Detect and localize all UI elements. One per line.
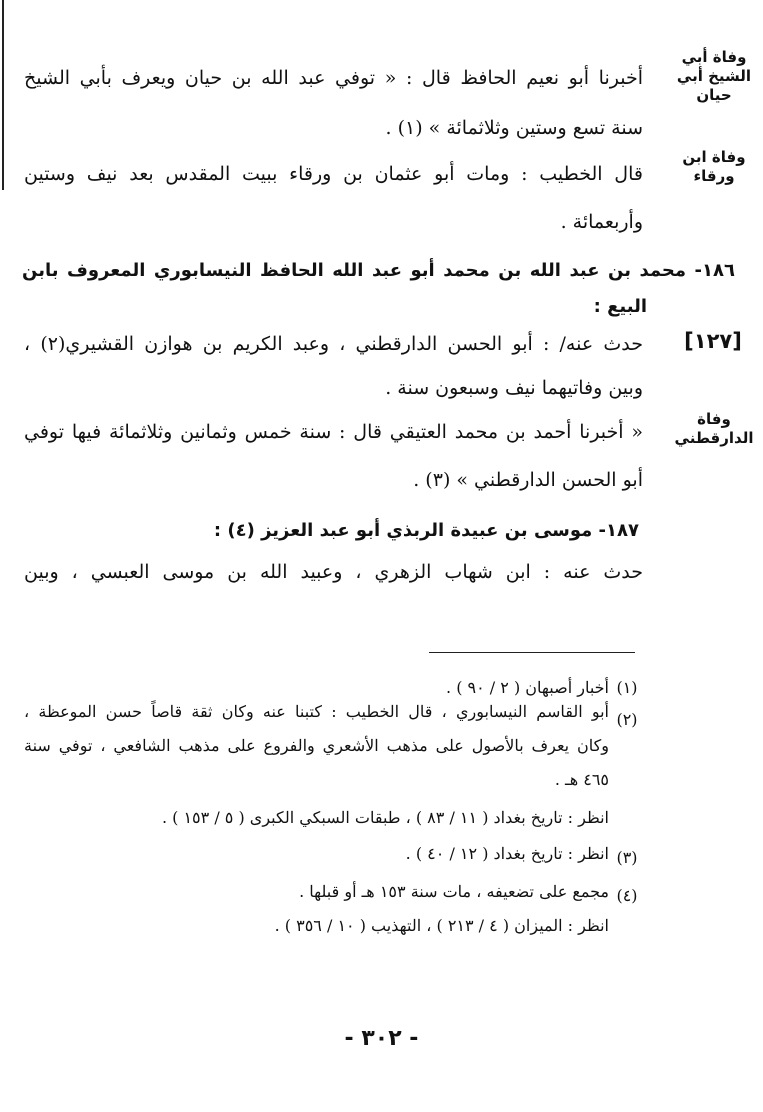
margin-note-wafat-ibn-warqa: وفاة ابن ورقاء xyxy=(682,148,746,185)
footnote-1-number: (١) xyxy=(616,678,638,697)
footnote-4-line-2: انظر : الميزان ( ٤ / ٢١٣ ) ، التهذيب ( ١٠ / ٣٥٦ ) . xyxy=(274,916,609,935)
entry-186-line-2: وبين وفاتيهما نيف وسبعون سنة . xyxy=(385,377,643,399)
margin-note-ref-127: [١٢٧] xyxy=(684,329,742,353)
footnote-2-line-1: أبو القاسم النيسابوري ، قال الخطيب : كتبنا عنه وكان ثقة قاصاً حسن الموعظة ، xyxy=(24,702,609,721)
page-number: - ٣٠٢ - xyxy=(344,1026,419,1051)
footnote-2-line-3: ٤٦٥ هـ . xyxy=(554,770,609,789)
margin-note-wafat-daraqutni: وفاة الدارقطني xyxy=(674,410,754,447)
entry-186-heading-continued: البيع : xyxy=(593,296,647,317)
paragraph-2-line-2: وأربعمائة . xyxy=(560,211,643,233)
entry-186-line-4: أبو الحسن الدارقطني » (٣) . xyxy=(413,469,643,491)
entry-186-heading: ١٨٦- محمد بن عبد الله بن محمد أبو عبد الله الحافظ النيسابوري المعروف بابن xyxy=(22,260,735,281)
footnote-separator xyxy=(429,652,635,653)
footnote-1-text: أخبار أصبهان ( ٢ / ٩٠ ) . xyxy=(446,678,609,697)
paragraph-2-line-1: قال الخطيب : ومات أبو عثمان بن ورقاء ببيت المقدس بعد نيف وستين xyxy=(24,163,643,185)
page-edge-rule xyxy=(2,0,4,190)
footnote-4-line-1: مجمع على تضعيفه ، مات سنة ١٥٣ هـ أو قبلها . xyxy=(299,882,609,901)
entry-186-line-1: حدث عنه/ : أبو الحسن الدارقطني ، وعبد الكريم بن هوازن القشيري(٢) ، xyxy=(24,333,643,355)
entry-187-heading: ١٨٧- موسى بن عبيدة الربذي أبو عبد العزيز (٤) : xyxy=(213,520,639,541)
footnote-2-line-4: انظر : تاريخ بغداد ( ١١ / ٨٣ ) ، طبقات السبكي الكبرى ( ٥ / ١٥٣ ) . xyxy=(161,808,609,827)
entry-187-line-1: حدث عنه : ابن شهاب الزهري ، وعبيد الله بن موسى العبسي ، وبين xyxy=(24,561,643,583)
footnote-3-text: انظر : تاريخ بغداد ( ١٢ / ٤٠ ) . xyxy=(405,844,609,863)
paragraph-1-line-1: أخبرنا أبو نعيم الحافظ قال : « توفي عبد الله بن حيان ويعرف بأبي الشيخ xyxy=(24,67,643,89)
margin-note-wafat-abi-shaykh: وفاة أبي الشيخ أبي حيان xyxy=(676,48,752,104)
footnote-2-number: (٢) xyxy=(616,710,638,729)
footnote-3-number: (٣) xyxy=(616,848,638,867)
footnote-2-line-2: وكان يعرف بالأصول على مذهب الأشعري والفروع على مذهب الشافعي ، توفي سنة xyxy=(24,736,609,755)
entry-186-line-3: « أخبرنا أحمد بن محمد العتيقي قال : سنة خمس وثمانين وثلاثمائة فيها توفي xyxy=(24,421,643,443)
footnote-4-number: (٤) xyxy=(616,886,638,905)
paragraph-1-line-2: سنة تسع وستين وثلاثمائة » (١) . xyxy=(385,117,643,139)
